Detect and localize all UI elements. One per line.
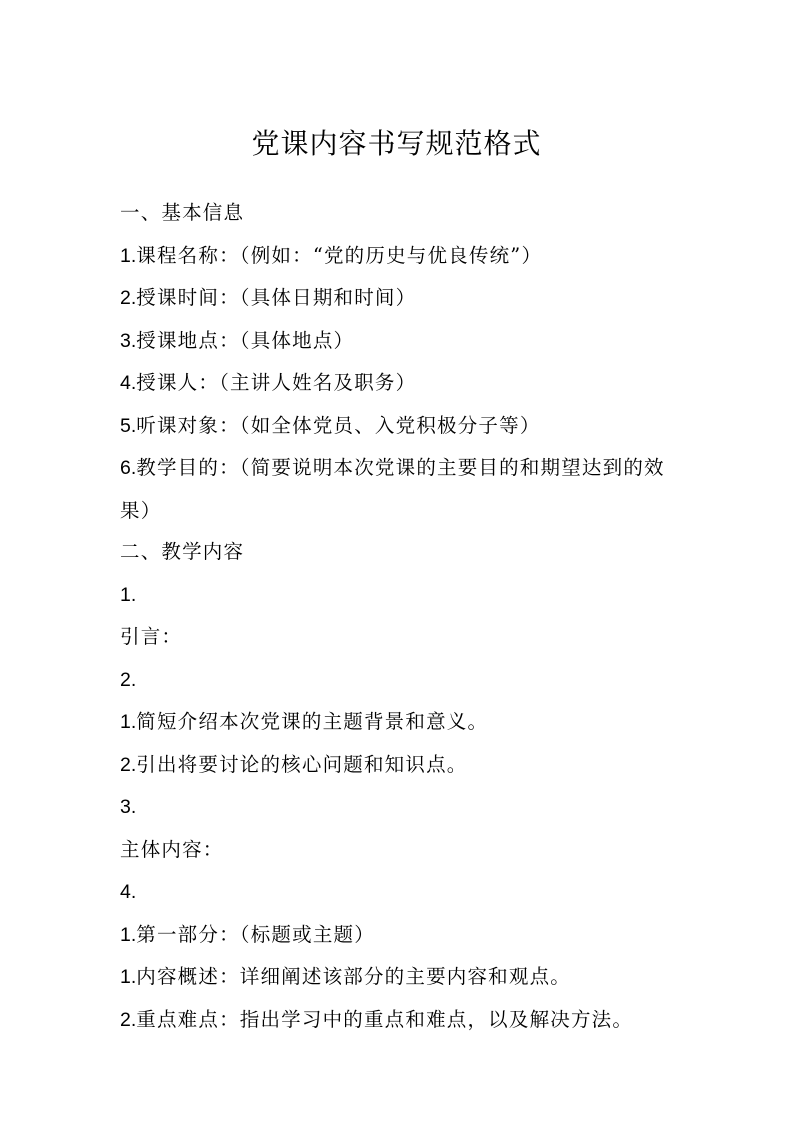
main-content-heading: 主体内容： [120, 837, 224, 861]
introduction-item-background: 1.简短介绍本次党课的主题背景和意义。 [120, 710, 489, 733]
document-title: 党课内容书写规范格式 [251, 127, 542, 160]
introduction-item-core-questions: 2.引出将要讨论的核心问题和知识点。 [120, 752, 468, 776]
audience-line: 5.听课对象：（如全体党员、入党积极分子等） [120, 413, 541, 437]
key-difficulties-line: 2.重点难点：指出学习中的重点和难点，以及解决方法。 [120, 1007, 634, 1031]
list-number-line: 3. [120, 796, 137, 818]
lecture-location-line: 3.授课地点：（具体地点） [120, 328, 355, 352]
content-overview-line: 1.内容概述：详细阐述该部分的主要内容和观点。 [120, 965, 571, 988]
list-number-line: 4. [120, 881, 137, 903]
section-heading-basic-info: 一、基本信息 [120, 201, 245, 224]
section-heading-teaching-content: 二、教学内容 [120, 540, 245, 563]
list-number-line: 1. [120, 583, 137, 606]
course-name-line: 1.课程名称：（例如：“党的历史与优良传统”） [120, 243, 543, 267]
introduction-heading: 引言： [120, 625, 183, 648]
part-one-line: 1.第一部分：（标题或主题） [120, 922, 375, 946]
list-number-line: 2. [120, 668, 137, 691]
teaching-purpose-line: 6.教学目的：（简要说明本次党课的主要目的和期望达到的效果） [120, 456, 665, 522]
lecture-time-line: 2.授课时间：（具体日期和时间） [120, 286, 417, 309]
document-body [120, 192, 680, 1041]
lecturer-line: 4.授课人：（主讲人姓名及职务） [120, 371, 417, 394]
